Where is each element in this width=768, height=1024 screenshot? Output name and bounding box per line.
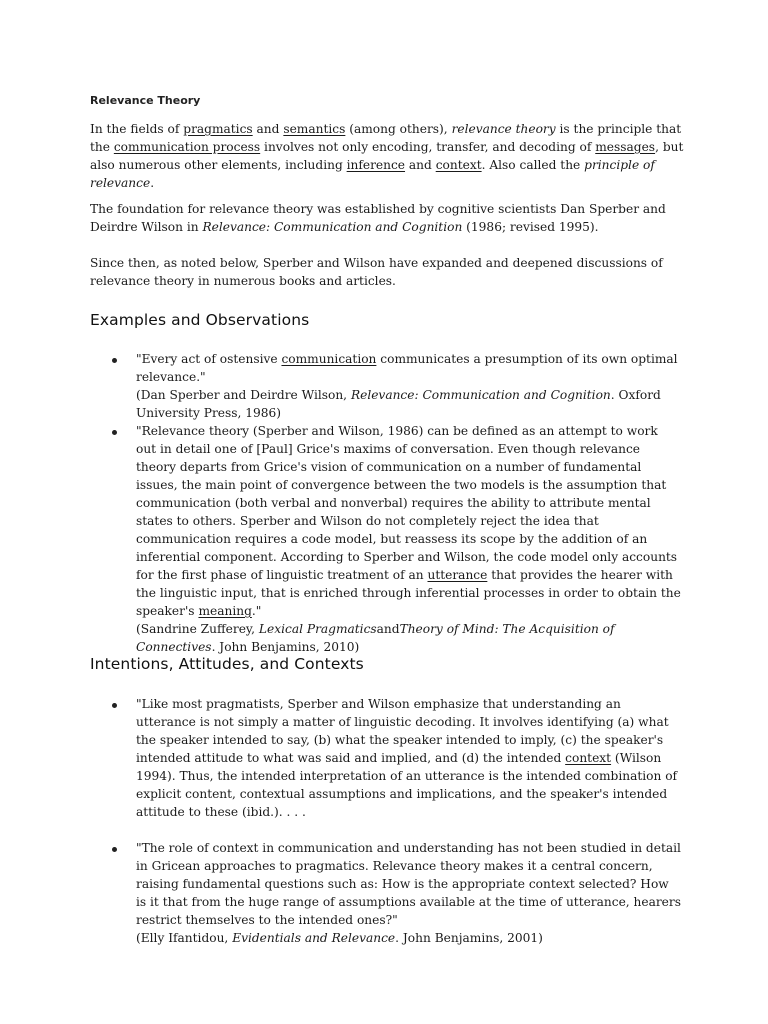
text: and [405,158,436,172]
text: "Like most pragmatists, Sperber and Wilson emphasize that understanding an utterance is not simply a matter of linguistic decoding. It involves identifying (a) what the speaker intended to say, (b) what the speaker intended to imply, (c) the speaker's intended attitude to what was said and implied, and (d) the intended [136,697,669,765]
citation: . John Benjamins, 2010) [211,640,360,654]
text: is the principle that the [90,122,682,154]
italic-text: relevance theory [451,122,556,136]
bullet-dot [112,703,117,708]
italic-text: Relevance: Communication and Cognition [202,220,463,234]
examples-list [0,350,768,656]
list-item [0,839,768,947]
foundation-paragraph [90,200,690,236]
text: communicates a presumption of its own optimal relevance." [136,352,678,384]
link-context[interactable]: context [435,158,482,172]
italic-text: principle of relevance [90,158,655,190]
text: (among others), [345,122,452,136]
intentions-list [0,695,768,947]
quote-text [136,695,681,821]
intro-paragraph [90,120,690,192]
bullet-dot [112,430,117,435]
link-meaning[interactable]: meaning [198,604,252,618]
list-item [0,350,768,422]
text: that provides the hearer with the linguistic input, that is enriched through inferential processes in order to obtain the speaker's [136,568,681,618]
text: The foundation for relevance theory was established by cognitive scientists Dan Sperber and Deirdre Wilson in [90,202,666,234]
quote-text [136,839,681,947]
italic-text: Lexical Pragmatics [258,622,377,636]
citation: and [376,622,400,636]
list-item [0,422,768,656]
citation: (Elly Ifantidou, [136,931,233,945]
since-paragraph: Since then, as noted below, Sperber and Wilson have expanded and deepened discussions of relevance theory in numerous books and articles. [90,256,663,288]
citation: . John Benjamins, 2001) [395,931,543,945]
section-heading-examples: Examples and Observations [90,311,310,329]
text: and [252,122,284,136]
text: ." [251,604,262,618]
quote-text [136,350,681,422]
text: "Every act of ostensive [136,352,282,366]
link-pragmatics[interactable]: pragmatics [183,122,253,136]
italic-text: Relevance: Communication and Cognition [350,388,611,402]
link-context[interactable]: context [565,751,612,765]
link-utterance[interactable]: utterance [427,568,488,582]
link-inference[interactable]: inference [346,158,406,172]
text: , but also numerous other elements, including [90,140,684,172]
list-item [0,695,768,821]
text: . [150,176,155,190]
text: (Wilson 1994). Thus, the intended interpretation of an utterance is the intended combination of explicit content, contextual assumptions and implications, and the speaker's intended attitude to these (ibid.). . . . [136,751,678,819]
text: In the fields of [90,122,184,136]
bullet-dot [112,358,117,363]
text: . Also called the [481,158,585,172]
link-semantics[interactable]: semantics [283,122,346,136]
text: "Relevance theory (Sperber and Wilson, 1986) can be defined as an attempt to work out in detail one of [Paul] Grice's maxims of conversation. Even though relevance theory departs from Grice's vision of communication on a number of fundamental issues, the main point of convergence between the two models is the assumption that communication (both verbal and nonverbal) requires the ability to attribute mental states to others. Sperber and Wilson do not completely reject the idea that communication requires a code model, but reassess its scope by the addition of an inferential component. According to Sperber and Wilson, the code model only accounts for the first phase of linguistic treatment of an [136,424,678,582]
link-communication[interactable]: communication [281,352,377,366]
link-communication-process[interactable]: communication process [113,140,261,154]
citation: (Dan Sperber and Deirdre Wilson, [136,388,351,402]
citation: (Sandrine Zufferey, [136,622,259,636]
text: involves not only encoding, transfer, and decoding of [260,140,596,154]
italic-text: Theory of Mind: The Acquisition of Connectives [136,622,615,654]
quote-text [136,422,681,656]
italic-text: Evidentials and Relevance [232,931,396,945]
text: "The role of context in communication and understanding has not been studied in detail in Gricean approaches to pragmatics. Relevance theory makes it a central concern, raising fundamental questions such as: How is the appropriate context selected? How is it that from the huge range of assumptions available at the time of utterance, hearers restrict themselves to the intended ones?" [136,841,681,927]
section-heading-intentions: Intentions, Attitudes, and Contexts [90,655,364,673]
citation: . Oxford University Press, 1986) [136,388,661,420]
document-title: Relevance Theory [90,94,201,107]
link-messages[interactable]: messages [595,140,656,154]
bullet-dot [112,847,117,852]
text: (1986; revised 1995). [462,220,599,234]
